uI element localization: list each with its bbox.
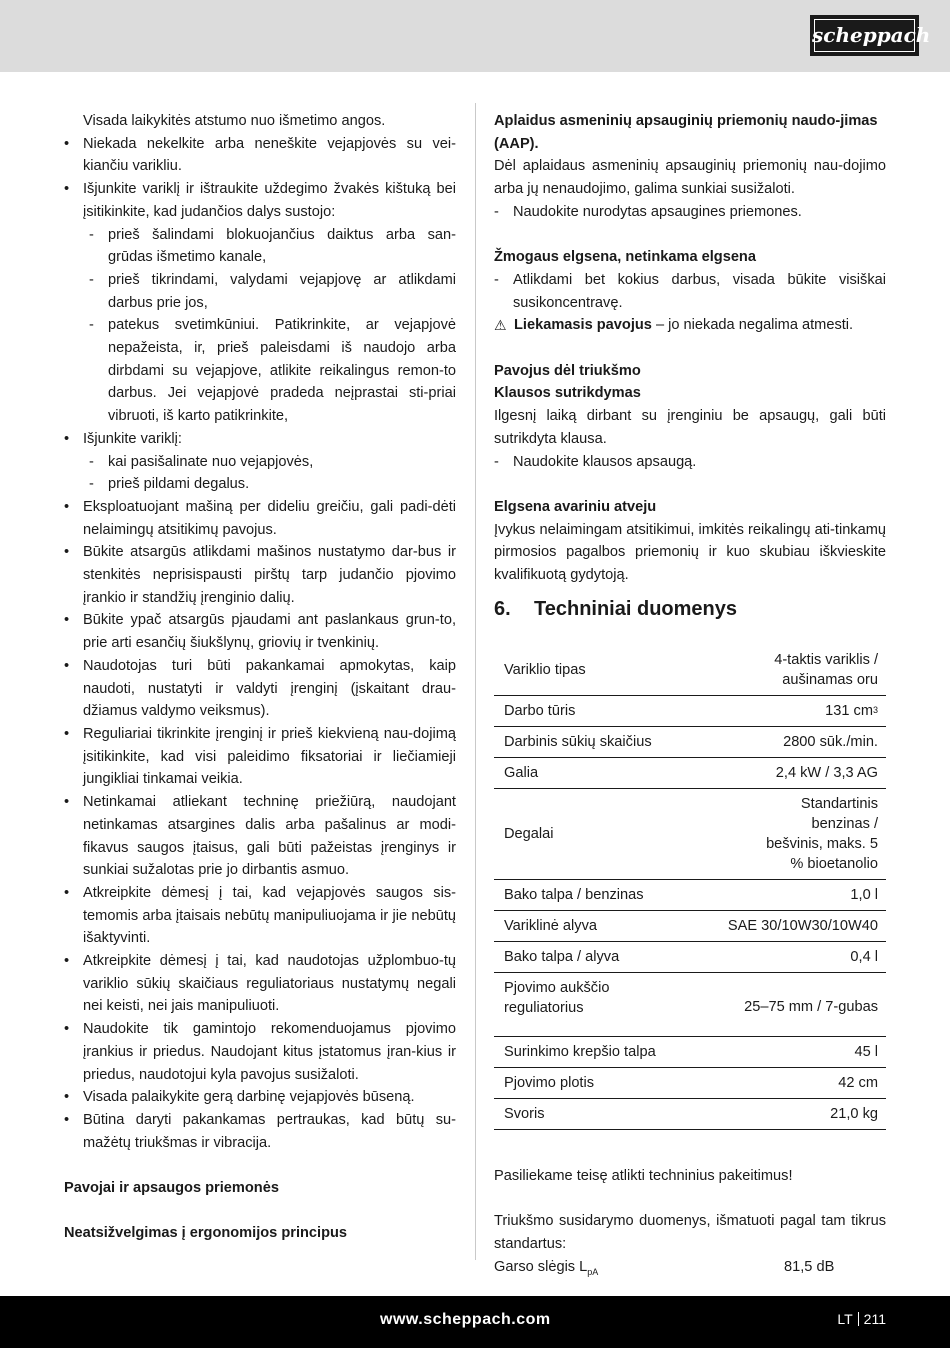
bullet-item: • Būtina daryti pakankamas pertraukas, kad būtų su-mažėtų triukšmas ir vibracija.: [64, 1109, 456, 1154]
spec-value: 42 cm: [694, 1067, 886, 1098]
section-title-text: Techniniai duomenys: [534, 597, 737, 620]
behavior-instruction: - Atlikdami bet kokius darbus, visada būkite visiškai susikoncentravę.: [494, 269, 886, 314]
footer-page-number: LT 211: [837, 1311, 886, 1327]
bullet-item: • Būkite atsargūs atlikdami mašinos nustatymo dar-bus ir stenkitės neprisispausti pirštų tarp judančio pjovimo įrankio ir standžių įrenginio dalių.: [64, 541, 456, 609]
spec-value: 25–75 mm / 7-gubas: [694, 972, 886, 1036]
section-number: 6.: [494, 597, 511, 620]
spec-row: [494, 879, 886, 910]
dash-item: - patekus svetimkūniui. Patikrinkite, ar vejapjovė nepažeista, ir, prieš paleisdami iš naudojo arba dirbdami su vejapjove, atlikite reikalingus remon-to darbus. Jei vejapjovė pradeda neįprastai sti-priai vibruoti, iš karto patikrinkite,: [64, 314, 456, 428]
bullet-item: • Niekada nekelkite arba neneškite vejapjovės su vei-kiančiu varikliu.: [64, 133, 456, 178]
hearing-instruction: - Naudokite klausos apsaugą.: [494, 451, 886, 474]
bullet-item: • Reguliariai tikrinkite įrenginį ir prieš kiekvieną nau-dojimą įsitikinkite, kad visi paleidimo fiksatoriai ir liečiamieji jungikliai tinkamai veikia.: [64, 723, 456, 791]
spacer: [64, 1200, 456, 1223]
emergency-heading: Elgsena avariniu atveju: [494, 498, 657, 515]
spec-value: 131 $cm^3$: [694, 695, 886, 726]
noise-data-text: Triukšmo susidarymo duomenys, išmatuoti pagal tam tikrus standartus:: [494, 1213, 886, 1252]
spec-row: [494, 910, 886, 941]
bullet-item: • Atkreipkite dėmesį į tai, kad naudotojas užplombuo-tų variklio sūkių skaičiaus reguliatoriaus nustatymų negali nei keisti, nei jais manipuliuoti.: [64, 950, 456, 1018]
hearing-heading: Klausos sutrikdymas: [494, 385, 641, 402]
residual-risk-note: [494, 314, 886, 337]
spec-row: [494, 645, 886, 696]
footer-bar: [0, 1296, 950, 1348]
aap-instruction: - Naudokite nurodytas apsaugines priemones.: [494, 201, 886, 224]
spec-table: [494, 645, 886, 1130]
bullet-item: • Naudokite tik gamintojo rekomenduojamus pjovimo įrankius ir priedus. Naudojant kitus įstatomus įran-kius ir priedus, naudotojui kyla pavojus susižaloti.: [64, 1018, 456, 1086]
spec-label: Bako talpa / benzinas: [494, 879, 694, 910]
spec-label: Svoris: [494, 1098, 694, 1129]
bullet-item: • Atkreipkite dėmesį į tai, kad vejapjovės saugos sis-temomis arba įtaisais nebūtų manipuliuojama ir jie nebūtų išaktyvinti.: [64, 882, 456, 950]
spec-row: [494, 1067, 886, 1098]
unit-superscript: 3: [872, 704, 878, 715]
spec-label: Variklio tipas: [494, 645, 694, 696]
bullet-item: • Išjunkite variklį ir ištraukite uždegimo žvakės kištuką bei įsitikinkite, kad judančios dalys sustojo:: [64, 178, 456, 223]
spec-row: [494, 972, 886, 1036]
spec-value: Standartinis benzinas / bešvinis, maks. 5 % bioetanolio: [694, 788, 886, 879]
bullet-item: Visada laikykitės atstumo nuo išmetimo angos.: [83, 113, 386, 129]
dash-item: - prieš pildami degalus.: [64, 473, 456, 496]
sound-pressure-row: [494, 1256, 886, 1284]
residual-risk-label: Liekamasis pavojus: [514, 317, 652, 334]
behavior-heading: Žmogaus elgsena, netinkama elgsena: [494, 249, 756, 266]
spec-value: 1,0 l: [694, 879, 886, 910]
dash-item: - prieš šalindami blokuojančius daiktus arba san-grūdas išmetimo kanale,: [64, 224, 456, 269]
spec-row: [494, 1036, 886, 1067]
spec-row: [494, 757, 886, 788]
sound-pressure-label: Garso slėgis $L_{pA}$: [494, 1258, 599, 1277]
dash-item: - prieš tikrindami, valydami vejapjovę ar atlikdami darbus prie jos,: [64, 269, 456, 314]
bullet-item: • Visada palaikykite gerą darbinę vejapjovės būseną.: [64, 1086, 456, 1109]
spec-row: [494, 1098, 886, 1129]
spec-row: [494, 726, 886, 757]
spec-label: Degalai: [494, 788, 694, 879]
spec-value: 45 l: [694, 1036, 886, 1067]
hearing-text: Ilgesnį laiką dirbant su įrenginiu be apsaugų, gali būti sutrikdyta klausa.: [494, 408, 886, 447]
aap-heading: Aplaidus asmeninių apsauginių priemonių naudo-jimas (AAP).: [494, 113, 878, 152]
header-bar: [0, 0, 950, 72]
bullet-item: • Eksploatuojant mašiną per dideliu greičiu, gali padi-dėti nelaimingų atsitikimų pavojus.: [64, 496, 456, 541]
sound-pressure-value: 81,5 dB: [784, 1258, 835, 1275]
spec-label: Darbo tūris: [494, 695, 694, 726]
spec-value: 21,0 kg: [694, 1098, 886, 1129]
spec-value: 4-taktis variklis / aušinamas oru: [694, 645, 886, 696]
sound-pressure-subscript: pA: [587, 1266, 599, 1277]
spec-value: 2,4 kW / 3,3 AG: [694, 757, 886, 788]
warning-triangle-icon: ⚠: [494, 317, 507, 334]
residual-risk-text: – jo niekada negalima atmesti.: [651, 317, 854, 334]
column-divider: [475, 103, 476, 1260]
bullet-item: • Būkite ypač atsargūs pjaudami ant paslankaus grun-to, prie arti esančių šiukšlynų, griovių ir tvenkinių.: [64, 609, 456, 654]
spec-label: Pjovimo plotis: [494, 1067, 694, 1098]
spec-label: Surinkimo krepšio talpa: [494, 1036, 694, 1067]
scheppach-logo: scheppach: [810, 15, 919, 56]
aap-text: Dėl aplaidaus asmeninių apsauginių priemonių nau-dojimo arba jų nenaudojimo, galima sunkiai susižaloti.: [494, 158, 886, 198]
right-column: [494, 110, 886, 1283]
spacer: [64, 1154, 456, 1177]
changes-note: Pasiliekame teisę atlikti techninius pakeitimus!: [494, 1167, 793, 1184]
emergency-text: Įvykus nelaimingam atsitikimui, imkitės reikalingų ati-tinkamų pirmosios pagalbos priemonių ir kuo skubiau iškvieskite kvalifikuotą gydytoją.: [494, 521, 886, 584]
left-column: [64, 110, 456, 1245]
spec-value: 2800 sūk./min.: [694, 726, 886, 757]
spec-label: Galia: [494, 757, 694, 788]
spec-label: Bako talpa / alyva: [494, 941, 694, 972]
spec-row: [494, 788, 886, 879]
spec-value: 0,4 l: [694, 941, 886, 972]
spec-value: SAE 30/10W30/10W40: [694, 910, 886, 941]
spec-row: [494, 695, 886, 726]
footer-website: www.scheppach.com: [380, 1311, 551, 1328]
spec-row: [494, 941, 886, 972]
spec-label: Darbinis sūkių skaičius: [494, 726, 694, 757]
spec-label: Variklinė alyva: [494, 910, 694, 941]
noise-heading: Pavojus dėl triukšmo: [494, 362, 641, 379]
bullet-item: • Netinkamai atliekant techninę priežiūrą, naudojant netinkamas atsargines dalis arba pašalinus ar modi-fikavus saugos įtaisus, gali būti pažeistas įrenginys ir sunkiai sužalotas prie jo dirbantis asmuo.: [64, 791, 456, 882]
bullet-item: • Išjunkite variklį:: [64, 428, 456, 451]
section-title: [494, 597, 886, 621]
section-heading: Pavojai ir apsaugos priemonės: [64, 1180, 279, 1197]
bullet-item: • Naudotojas turi būti pakankamai apmokytas, kaip naudoti, nustatyti ir valdyti įrenginį (įskaitant drau-džiamus valdymo veiksmus).: [64, 655, 456, 723]
spec-label: Pjovimo aukščio reguliatorius: [494, 972, 694, 1036]
dash-item: - kai pasišalinate nuo vejapjovės,: [64, 451, 456, 474]
section-heading: Neatsižvelgimas į ergonomijos principus: [64, 1225, 348, 1242]
